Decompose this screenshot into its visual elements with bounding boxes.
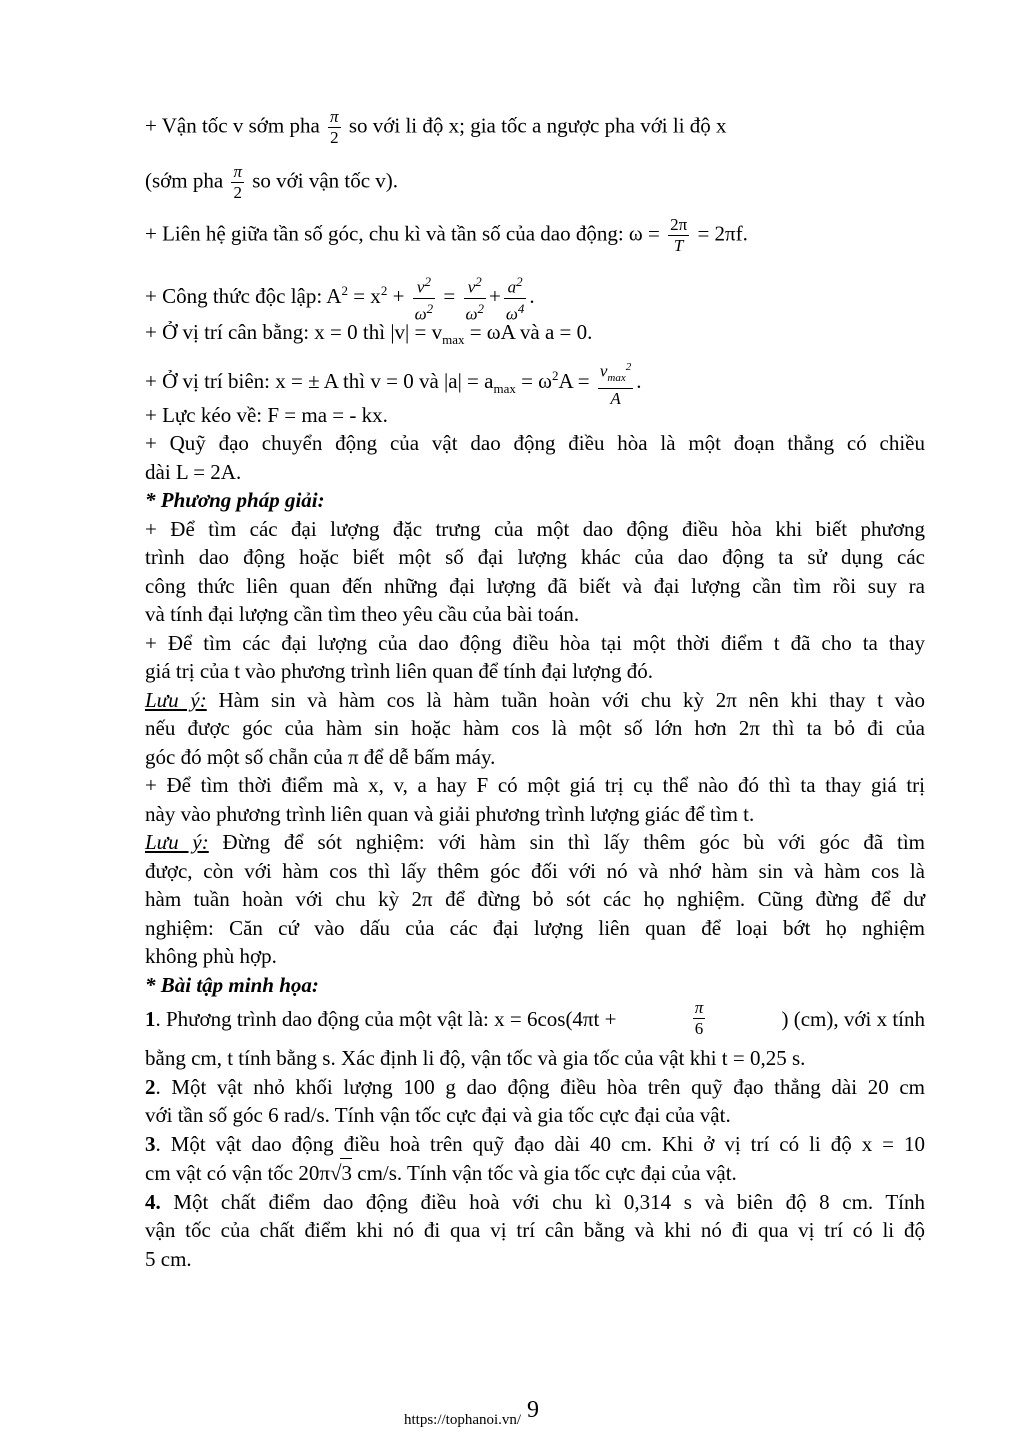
text-line: + Ở vị trí cân bằng: x = 0 thì $|v| = v_{max} = \omega A$ và a = 0.	[145, 320, 593, 348]
text: (sớm pha	[145, 168, 224, 193]
note-label: Lưu ý:	[145, 830, 209, 854]
text: + Công thức độc lập: A	[145, 283, 342, 308]
text: +	[392, 283, 405, 308]
fraction-vmax2-over-A: $\frac{v_{max}^2}{A}$	[598, 357, 633, 409]
paragraph: + Quỹ đạo chuyển động của vật dao động điều hòa là một đoạn thẳng có chiều dài L = 2A. * Phương pháp giải: + Để tìm các đại lượng đặc trưng của một dao động điều hòa khi biết phương trình dao động hoặc biết một số đại lượng khác của dao động ta sử dụng các công thức liên quan đến những đại lượng đã biết và đại lượng cần tìm rồi suy ra và tính đại lượng cần tìm theo yêu cầu của bài toán. + Để tìm các đại lượng của dao động điều hòa tại một thời điểm t đã cho ta thay giá trị của t vào phương trình liên quan để tính đại lượng đó. Lưu ý: Hàm sin và hàm cos là hàm tuần hoàn với chu kỳ 2π nên khi thay t vào nếu được góc của hàm sin hoặc hàm cos là một số lớn hơn 2π thì ta bỏ đi của góc đó một số chẵn của π để dễ bấm máy. + Để tìm thời điểm mà x, v, a hay F có một giá trị cụ thể nào đó thì ta thay giá trị này vào phương trình liên quan và giải phương trình lượng giác để tìm t. Lưu ý: Đừng để sót nghiệm: với hàm sin thì lấy thêm góc bù với góc đã tìm được, còn với hàm cos thì lấy thêm góc đối với nó và nhớ hàm sin và hàm cos là hàm tuần hoàn với chu kỳ 2π để đừng bỏ sót các họ nghiệm. Cũng đừng để dư nghiệm: Căn cứ vào dấu của các đại lượng liên quan để loại bớt họ nghiệm không phù hợp. * Bài tập minh họa:	[145, 429, 925, 999]
fraction-v2-over-w2: $\frac{v^2}{\omega^2}$	[465, 274, 485, 324]
section-heading: * Bài tập minh họa:	[145, 972, 319, 997]
text: + Liên hệ giữa tần số góc, chu kì và tần số của dao động: ω =	[145, 221, 660, 246]
text: so với li độ x; gia tốc a ngược pha với li độ x	[348, 113, 727, 138]
text-line	[145, 162, 398, 203]
paragraph: bằng cm, t tính bằng s. Xác định li độ, vận tốc và gia tốc của vật khi t = 0,25 s. 2. Một vật nhỏ khối lượng 100 g dao động điều hòa trên quỹ đạo thẳng dài 20 cm với tần số góc 6 rad/s. Tính vận tốc cực đại và gia tốc cực đại của vật. 3. Một vật dao động điều hoà trên quỹ đạo dài 40 cm. Khi ở vị trí có li độ x = 10 cm vật có vận tốc 20π√3 cm/s. Tính vận tốc và gia tốc cực đại của vật. 4. Một chất điểm dao động điều hoà với chu kì 0,314 s và biên độ 8 cm. Tính vận tốc của chất điểm khi nó đi qua vị trí cân bằng và khi nó đi qua vị trí có li độ 5 cm.	[145, 1046, 926, 1271]
text: + Vận tốc v sớm pha	[145, 113, 320, 138]
fraction-pi-over-2: $\frac{\pi}{2}$	[233, 162, 242, 202]
text: so với vận tốc v).	[252, 168, 399, 193]
fraction-pi-over-6: $\frac{\pi}{6}$	[694, 998, 704, 1038]
text: = ωA và a = 0.	[469, 320, 593, 344]
section-heading: * Phương pháp giải:	[145, 488, 325, 512]
text: A =	[558, 368, 590, 393]
text: + Ở vị trí biên: x = ± A thì v = 0 và |a| = a	[145, 368, 494, 393]
text: + Lực kéo về: F = ma = - kx.	[145, 403, 388, 427]
text-line	[145, 107, 727, 148]
text: = ω	[521, 368, 553, 393]
text: = x	[353, 283, 381, 308]
text-line: + Công thức độc lập: $A^2 = x^2$ + $\frac{v^2}{\omega^2}$ = $\frac{v^2}{\omega^2}$ + $\frac{a^2}{\omega^4}$ .	[145, 274, 535, 324]
note-label: Lưu ý:	[145, 687, 207, 712]
text-line	[145, 215, 748, 256]
text-line	[145, 401, 388, 429]
text: = 2πf.	[697, 221, 748, 246]
text: + Ở vị trí cân bằng: x = 0 thì |v| = v	[145, 320, 443, 344]
page-number: 9	[527, 1397, 539, 1423]
text-line: + Ở vị trí biên: x = ± A thì v = 0 và $|a| = a_{max} = \omega^2A$ = $\frac{v_{max}^2}{A}$ .	[145, 357, 642, 409]
fraction-v2-over-w2: $\frac{v^2}{\omega^2}$	[414, 274, 434, 324]
footer-url[interactable]: https://tophanoi.vn/	[404, 1412, 522, 1428]
exercise-1: 1. Phương trình dao động của một vật là: x = 6cos(4πt + $\frac{\pi}{6}$ ) (cm), với x tính	[145, 998, 925, 1038]
fraction-pi-over-2: $\frac{\pi}{2}$	[330, 107, 339, 147]
fraction-2pi-over-T: $\frac{2\pi}{T}$	[670, 215, 688, 255]
fraction-a2-over-w4: $\frac{a^2}{\omega^4}$	[505, 274, 525, 324]
